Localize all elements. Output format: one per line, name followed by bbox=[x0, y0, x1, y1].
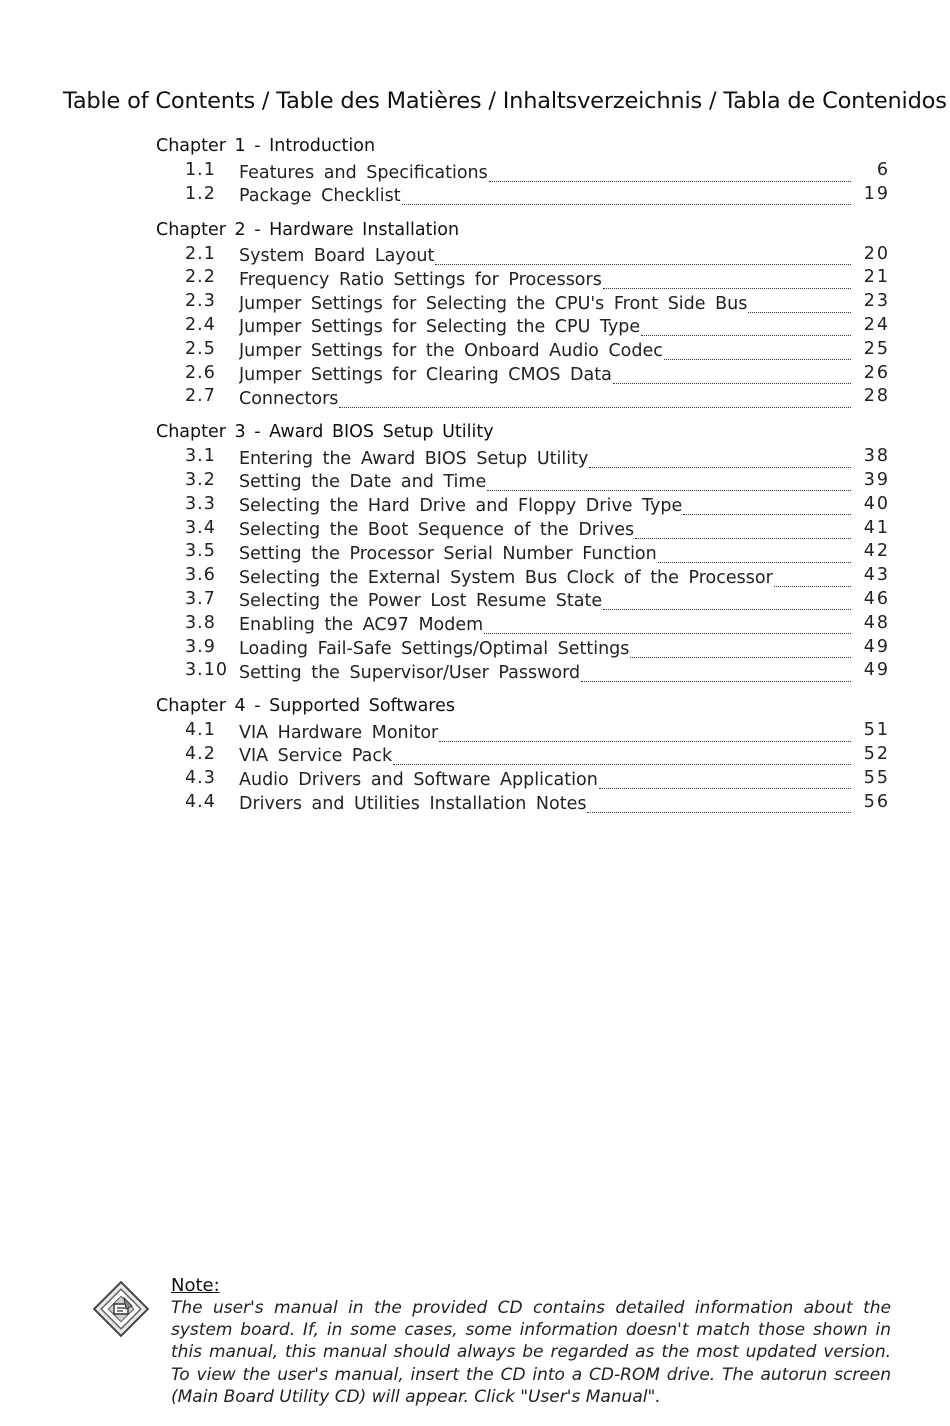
section-title: VIA Service Pack bbox=[239, 746, 393, 767]
section-number: 3.9 bbox=[185, 636, 216, 657]
toc-entry[interactable] bbox=[156, 719, 896, 743]
section-title: Drivers and Utilities Installation Notes bbox=[239, 794, 587, 815]
section-title: System Board Layout bbox=[239, 246, 435, 267]
toc-entry[interactable] bbox=[156, 517, 896, 541]
table-of-contents bbox=[156, 133, 896, 824]
dot-leader bbox=[581, 663, 851, 682]
section-title: Connectors bbox=[239, 388, 339, 409]
dot-leader bbox=[589, 449, 851, 468]
section-title: Enabling the AC97 Modem bbox=[239, 615, 484, 636]
section-title: Setting the Supervisor/User Password bbox=[239, 662, 581, 683]
dot-leader bbox=[774, 568, 851, 587]
section-number: 4.2 bbox=[185, 743, 216, 764]
toc-entry[interactable] bbox=[156, 338, 896, 362]
section-title: Package Checklist bbox=[239, 186, 401, 207]
toc-entry[interactable] bbox=[156, 314, 896, 338]
section-number: 2.5 bbox=[185, 338, 216, 359]
section-title: Audio Drivers and Software Application bbox=[239, 770, 598, 791]
page-number: 56 bbox=[863, 791, 890, 812]
section-title: Frequency Ratio Settings for Processors bbox=[239, 269, 602, 290]
dot-leader bbox=[484, 616, 851, 635]
section-number: 2.2 bbox=[185, 267, 216, 288]
page-number: 49 bbox=[863, 660, 890, 681]
toc-entry[interactable] bbox=[156, 588, 896, 612]
toc-entry[interactable] bbox=[156, 659, 896, 683]
toc-entry[interactable] bbox=[156, 385, 896, 409]
note-box bbox=[66, 1272, 896, 1412]
dot-leader bbox=[664, 342, 851, 361]
dot-leader bbox=[435, 247, 851, 266]
chapter-heading: Chapter 2 - Hardware Installation bbox=[156, 219, 460, 240]
page-number: 23 bbox=[863, 291, 890, 312]
toc-entry[interactable] bbox=[156, 564, 896, 588]
dot-leader bbox=[603, 270, 851, 289]
page-number: 46 bbox=[863, 588, 890, 609]
toc-entry[interactable] bbox=[156, 290, 896, 314]
toc-entry[interactable] bbox=[156, 540, 896, 564]
toc-entry[interactable] bbox=[156, 183, 896, 207]
page-number: 40 bbox=[863, 493, 890, 514]
toc-entry[interactable] bbox=[156, 767, 896, 791]
section-number: 3.5 bbox=[185, 541, 216, 562]
note-heading: Note: bbox=[171, 1275, 220, 1296]
page-number: 26 bbox=[863, 362, 890, 383]
toc-entry[interactable] bbox=[156, 612, 896, 636]
section-number: 2.4 bbox=[185, 314, 216, 335]
toc-entry[interactable] bbox=[156, 362, 896, 386]
toc-entry[interactable] bbox=[156, 445, 896, 469]
chapter-block bbox=[156, 693, 896, 814]
page-number: 24 bbox=[863, 314, 890, 335]
section-number: 2.1 bbox=[185, 243, 216, 264]
toc-entry[interactable] bbox=[156, 243, 896, 267]
page-number: 48 bbox=[863, 612, 890, 633]
page-number: 38 bbox=[863, 446, 890, 467]
section-number: 3.6 bbox=[185, 565, 216, 586]
page-title: Table of Contents / Table des Matières / Inhaltsverzeichnis / Tabla de Contenidos bbox=[63, 88, 947, 114]
dot-leader bbox=[487, 473, 851, 492]
page-number: 21 bbox=[863, 267, 890, 288]
page-number: 20 bbox=[863, 243, 890, 264]
section-title: Selecting the Boot Sequence of the Drives bbox=[239, 520, 635, 541]
section-number: 1.2 bbox=[185, 183, 216, 204]
section-number: 3.7 bbox=[185, 588, 216, 609]
dot-leader bbox=[641, 318, 851, 337]
section-title: Jumper Settings for Selecting the CPU Type bbox=[239, 317, 641, 338]
section-title: Selecting the External System Bus Clock of the Processor bbox=[239, 567, 773, 588]
section-number: 3.1 bbox=[185, 446, 216, 467]
dot-leader bbox=[339, 389, 851, 408]
dot-leader bbox=[613, 366, 851, 385]
section-title: Jumper Settings for the Onboard Audio Codec bbox=[239, 341, 663, 362]
dot-leader bbox=[748, 294, 851, 313]
dot-leader bbox=[439, 723, 851, 742]
section-number: 1.1 bbox=[185, 160, 216, 180]
section-number: 4.4 bbox=[185, 791, 216, 812]
page-number: 52 bbox=[863, 743, 890, 764]
page-number: 55 bbox=[863, 767, 890, 788]
section-number: 2.7 bbox=[185, 386, 216, 407]
page-number: 19 bbox=[863, 183, 890, 204]
section-number: 2.6 bbox=[185, 362, 216, 383]
section-number: 3.10 bbox=[185, 660, 228, 681]
page-number: 25 bbox=[863, 338, 890, 359]
section-number: 4.3 bbox=[185, 767, 216, 788]
section-number: 3.4 bbox=[185, 517, 216, 538]
dot-leader bbox=[599, 771, 851, 790]
section-title: Setting the Processor Serial Number Function bbox=[239, 543, 657, 564]
toc-entry[interactable] bbox=[156, 493, 896, 517]
page-number: 39 bbox=[863, 469, 890, 490]
section-title: Selecting the Power Lost Resume State bbox=[239, 591, 603, 612]
page-number: 43 bbox=[863, 565, 890, 586]
chapter-block bbox=[156, 419, 896, 683]
section-title: Entering the Award BIOS Setup Utility bbox=[239, 448, 589, 469]
section-number: 2.3 bbox=[185, 291, 216, 312]
toc-entry[interactable] bbox=[156, 791, 896, 815]
dot-leader bbox=[587, 795, 851, 814]
section-title: Jumper Settings for Clearing CMOS Data bbox=[239, 365, 612, 386]
toc-entry[interactable] bbox=[156, 636, 896, 660]
section-title: Features and Specifications bbox=[239, 162, 488, 183]
section-title: Jumper Settings for Selecting the CPU's Front Side Bus bbox=[239, 293, 748, 314]
dot-leader bbox=[402, 187, 851, 206]
dot-leader bbox=[603, 592, 851, 611]
page-number: 6 bbox=[876, 160, 890, 180]
note-icon bbox=[90, 1278, 152, 1340]
section-title: Selecting the Hard Drive and Floppy Drive Type bbox=[239, 496, 683, 517]
page-number: 51 bbox=[863, 720, 890, 741]
section-title: Setting the Date and Time bbox=[239, 472, 487, 493]
dot-leader bbox=[658, 544, 851, 563]
toc-entry[interactable] bbox=[156, 469, 896, 493]
toc-entry[interactable] bbox=[156, 159, 896, 183]
note-text: The user's manual in the provided CD contains detailed information about the system board. If, in some cases, some information doesn't match those shown in this manual, this manual should always be regarded as the most updated version. To view the user's manual, insert the CD into a CD-ROM drive. The autorun screen (Main Board Utility CD) will appear. Click "User's Manual". bbox=[171, 1298, 891, 1407]
section-number: 3.3 bbox=[185, 493, 216, 514]
toc-entry[interactable] bbox=[156, 743, 896, 767]
chapter-block bbox=[156, 217, 896, 410]
toc-entry[interactable] bbox=[156, 266, 896, 290]
page-number: 41 bbox=[863, 517, 890, 538]
dot-leader bbox=[393, 747, 851, 766]
section-number: 3.2 bbox=[185, 469, 216, 490]
section-title: Loading Fail-Safe Settings/Optimal Settings bbox=[239, 639, 630, 660]
section-number: 4.1 bbox=[185, 720, 216, 741]
dot-leader bbox=[489, 163, 851, 182]
page-number: 49 bbox=[863, 636, 890, 657]
section-title: VIA Hardware Monitor bbox=[239, 722, 439, 743]
page-number: 42 bbox=[863, 541, 890, 562]
chapter-block bbox=[156, 133, 896, 207]
section-number: 3.8 bbox=[185, 612, 216, 633]
chapter-heading: Chapter 4 - Supported Softwares bbox=[156, 696, 455, 717]
chapter-heading: Chapter 3 - Award BIOS Setup Utility bbox=[156, 422, 494, 443]
page-number: 28 bbox=[863, 386, 890, 407]
dot-leader bbox=[635, 521, 851, 540]
dot-leader bbox=[630, 640, 851, 659]
dot-leader bbox=[683, 497, 851, 516]
chapter-heading: Chapter 1 - Introduction bbox=[156, 136, 376, 156]
